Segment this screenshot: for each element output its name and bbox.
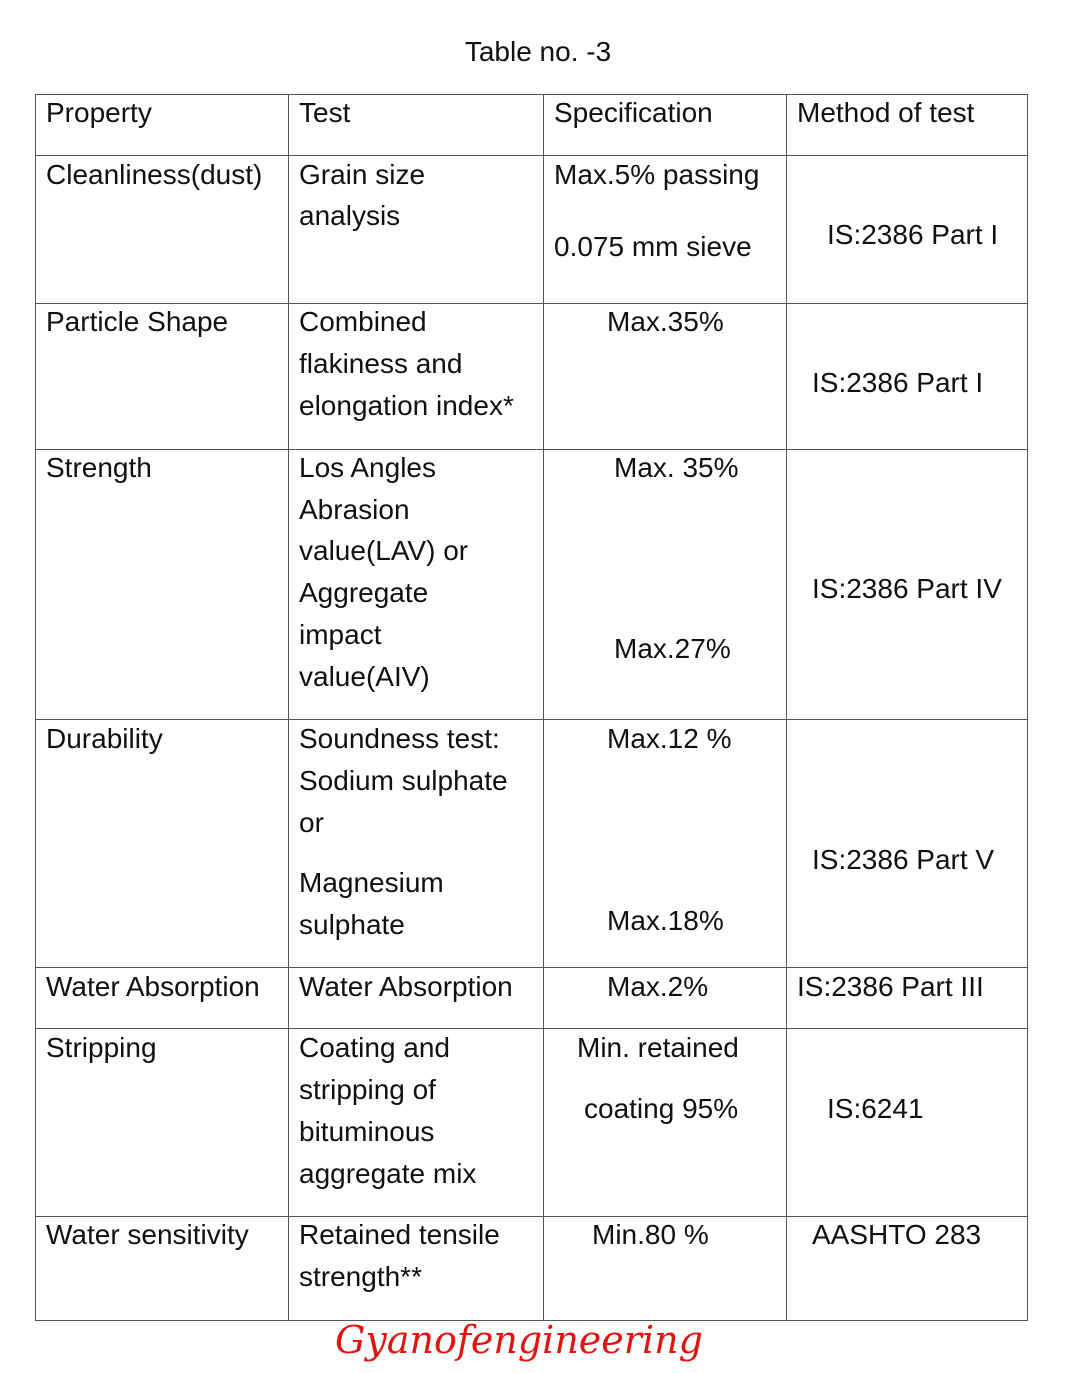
cell-spec: Min.80 %	[592, 1219, 709, 1250]
cell-spec: Max. 35%	[614, 452, 739, 483]
row-divider	[35, 1028, 1028, 1029]
column-divider	[543, 94, 544, 1321]
cell-test: Aggregate	[299, 577, 429, 608]
header-method: Method of test	[797, 97, 975, 128]
cell-property: Cleanliness(dust)	[46, 159, 263, 190]
cell-test: impact	[299, 619, 382, 650]
cell-method: IS:2386 Part I	[827, 219, 999, 250]
column-divider	[786, 94, 787, 1321]
column-divider	[288, 94, 289, 1321]
header-specification: Specification	[554, 97, 713, 128]
cell-spec: coating 95%	[584, 1093, 739, 1124]
cell-property: Durability	[46, 723, 163, 754]
row-divider	[35, 449, 1028, 450]
cell-test: Abrasion	[299, 494, 410, 525]
cell-property: Stripping	[46, 1032, 157, 1063]
watermark: Gyanofengineering	[335, 1318, 703, 1362]
cell-test: or	[299, 807, 324, 838]
cell-test: flakiness and	[299, 348, 463, 379]
header-test: Test	[299, 97, 351, 128]
cell-test: Soundness test:	[299, 723, 500, 754]
cell-test: Water Absorption	[299, 971, 513, 1002]
cell-method: IS:2386 Part IV	[812, 573, 1002, 604]
cell-test: sulphate	[299, 909, 405, 940]
cell-spec: Max.35%	[607, 306, 724, 337]
table-border	[35, 94, 36, 1321]
cell-method: IS:2386 Part I	[812, 367, 984, 398]
cell-test: analysis	[299, 200, 401, 231]
cell-test: Coating and	[299, 1032, 451, 1063]
row-divider	[35, 719, 1028, 720]
cell-test: Grain size	[299, 159, 426, 190]
cell-spec: Max.12 %	[607, 723, 732, 754]
cell-test: Combined	[299, 306, 427, 337]
cell-method: IS:2386 Part III	[797, 971, 984, 1002]
cell-method: AASHTO 283	[812, 1219, 982, 1250]
cell-method: IS:6241	[827, 1093, 924, 1124]
cell-test: Los Angles	[299, 452, 436, 483]
cell-test: bituminous	[299, 1116, 435, 1147]
table-border	[1027, 94, 1028, 1321]
cell-property: Water Absorption	[46, 971, 260, 1002]
cell-test: value(AIV)	[299, 661, 430, 692]
cell-test: elongation index*	[299, 390, 514, 421]
cell-test: strength**	[299, 1261, 422, 1292]
cell-test: Retained tensile	[299, 1219, 500, 1250]
cell-method: IS:2386 Part V	[812, 844, 995, 875]
cell-test: aggregate mix	[299, 1158, 477, 1189]
cell-spec: 0.075 mm sieve	[554, 231, 752, 262]
cell-spec: Max.5% passing	[554, 159, 760, 190]
cell-spec: Max.2%	[607, 971, 709, 1002]
cell-test: stripping of	[299, 1074, 436, 1105]
header-property: Property	[46, 97, 152, 128]
cell-spec: Max.27%	[614, 633, 731, 664]
cell-test: Sodium sulphate	[299, 765, 508, 796]
cell-spec: Min. retained	[577, 1032, 739, 1063]
cell-spec: Max.18%	[607, 905, 724, 936]
table-title: Table no. -3	[464, 36, 612, 67]
cell-test: value(LAV) or	[299, 535, 469, 566]
cell-property: Strength	[46, 452, 152, 483]
cell-test: Magnesium	[299, 867, 444, 898]
cell-property: Water sensitivity	[46, 1219, 249, 1250]
cell-property: Particle Shape	[46, 306, 229, 337]
row-divider	[35, 967, 1028, 968]
row-divider	[35, 155, 1028, 156]
